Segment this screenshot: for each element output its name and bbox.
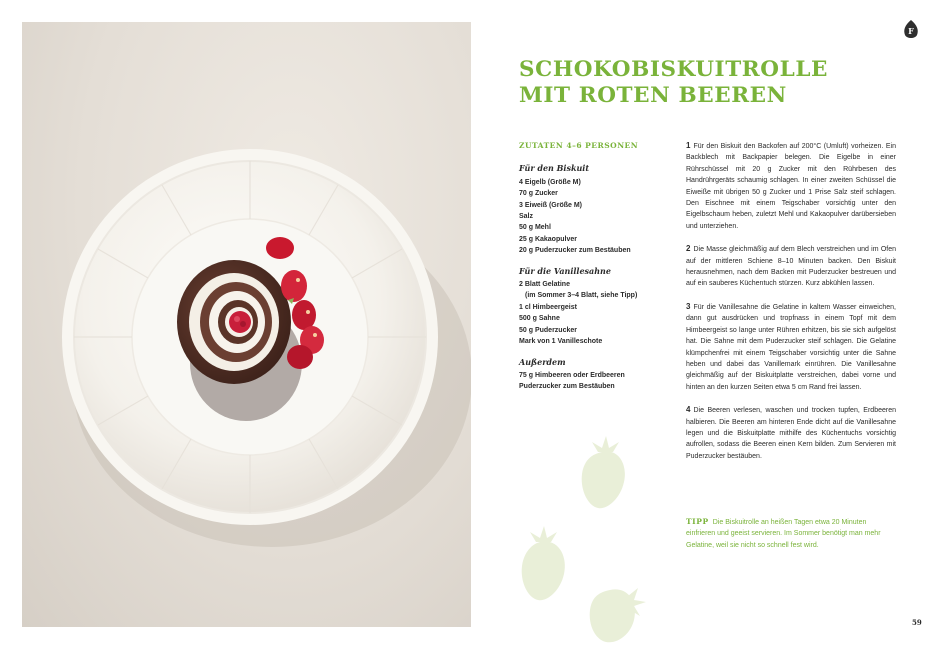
step-number: 4 xyxy=(686,405,691,415)
title-line-2: MIT ROTEN BEEREN xyxy=(519,83,787,108)
badge-letter: F xyxy=(908,26,914,36)
ingredient-item: 75 g Himbeeren oder Erdbeeren xyxy=(519,371,625,379)
title-line-1: SCHOKOBISKUITROLLE xyxy=(519,57,829,82)
ingredient-item: 500 g Sahne xyxy=(519,315,560,323)
step-text: Die Beeren verlesen, waschen und trocken tupfen, Erdbeeren halbieren. Die Beeren am hinteren Ende dicht auf die Vanillesahne legen und die Biskuitplatte mithilfe des Küchentuchs vorsichtig aufrollen, sodass die Beeren einen Kern bilden. Zum Servieren mit Puderzucker bestäuben. xyxy=(686,407,896,460)
ingredient-item: Mark von 1 Vanilleschote xyxy=(519,338,603,346)
recipe-title xyxy=(519,57,828,109)
ingredient-item: (im Sommer 3–4 Blatt, siehe Tipp) xyxy=(525,292,638,300)
tip-text: Die Biskuitrolle an heißen Tagen etwa 20 Minuten einfrieren und geeist servieren. Im Sommer benötigt man mehr Gelatine, weil sie nicht so schnell fest wird. xyxy=(686,519,881,549)
leaf-badge-icon xyxy=(903,20,919,40)
ingredient-group-title: Außerdem xyxy=(519,356,566,367)
ingredient-item: 70 g Zucker xyxy=(519,190,558,198)
ingredient-item: 50 g Mehl xyxy=(519,224,551,232)
ingredient-group-title: Für die Vanillesahne xyxy=(519,265,611,276)
step-2 xyxy=(686,243,896,290)
ingredient-item: 25 g Kakaopulver xyxy=(519,235,577,243)
ingredient-list xyxy=(519,177,669,257)
step-3 xyxy=(686,301,896,393)
ingredient-item: 2 Blatt Gelatine xyxy=(519,281,570,289)
ingredient-item: 4 Eigelb (Größe M) xyxy=(519,178,581,186)
ingredients-heading: ZUTATEN 4–6 PERSONEN xyxy=(519,141,639,150)
ingredient-item: 3 Eiweiß (Größe M) xyxy=(519,201,583,209)
step-4 xyxy=(686,404,896,462)
strawberry-decoration-icon xyxy=(510,430,660,645)
step-number: 1 xyxy=(686,141,691,150)
step-1 xyxy=(686,140,896,232)
ingredients-column xyxy=(519,140,669,402)
dessert-photo xyxy=(22,22,471,627)
step-text: Für die Vanillesahne die Gelatine in kaltem Wasser einweichen, dann gut ausdrücken und tropfnass in einem Topf mit dem Himbeergeist so lange unter Rühren erhitzen, bis sie sich aufgelöst hat. Die Sahne mit dem Puderzucker steif schlagen. Die Gelatine klümpchenfrei mit einem Teigschaber vorsichtig unter die Sahne heben und dabei das Vanillemark einrühren. Die Vanillesahne gleichmäßig auf der Biskuitplatte verstreichen, dabei vorne und hinten an den kurzen Seiten etwa 5 cm Rand frei lassen. xyxy=(686,303,896,391)
step-number: 3 xyxy=(686,301,691,311)
tip-label: TIPP xyxy=(686,517,709,526)
step-text: Für den Biskuit den Backofen auf 200°C (Umluft) vorheizen. Ein Backblech mit Backpapier belegen. Die Eigelbe in einer Rührschüssel mit 20 g Zucker mit den Rührbesen des Handrührgeräts schaumig schlagen. In einer zweiten Schüssel die Eiweiße mit übrigen 50 g Zucker und 1 Prise Salz steif schlagen. Den Eischnee mit einem Teigschaber vorsichtig unter den Eigelbschaum heben, zuletzt Mehl und Kakaopulver darübersieben und unterziehen. xyxy=(686,143,896,230)
ingredient-item: 20 g Puderzucker zum Bestäuben xyxy=(519,247,631,255)
dessert-plate-illustration xyxy=(22,22,471,627)
step-text: Die Masse gleichmäßig auf dem Blech verstreichen und im Ofen auf der mittleren Schiene 8–10 Minuten backen. Den Biskuit herausnehmen, nach dem Backen mit Puderzucker bestreuen und auf ein sauberes Küchentuch stürzen. Kurz abkühlen lassen. xyxy=(686,246,896,288)
step-number: 2 xyxy=(686,244,691,254)
instructions-column xyxy=(686,140,896,473)
ingredient-item: 50 g Puderzucker xyxy=(519,326,577,334)
ingredient-item: 1 cl Himbeergeist xyxy=(519,303,577,311)
ingredient-list xyxy=(519,370,669,393)
ingredient-item: Puderzucker zum Bestäuben xyxy=(519,383,615,391)
ingredient-item: Salz xyxy=(519,213,534,221)
ingredient-list xyxy=(519,279,669,347)
page-number: 59 xyxy=(912,618,922,627)
ingredient-group-title: Für den Biskuit xyxy=(519,163,590,174)
tip-box xyxy=(686,516,896,551)
